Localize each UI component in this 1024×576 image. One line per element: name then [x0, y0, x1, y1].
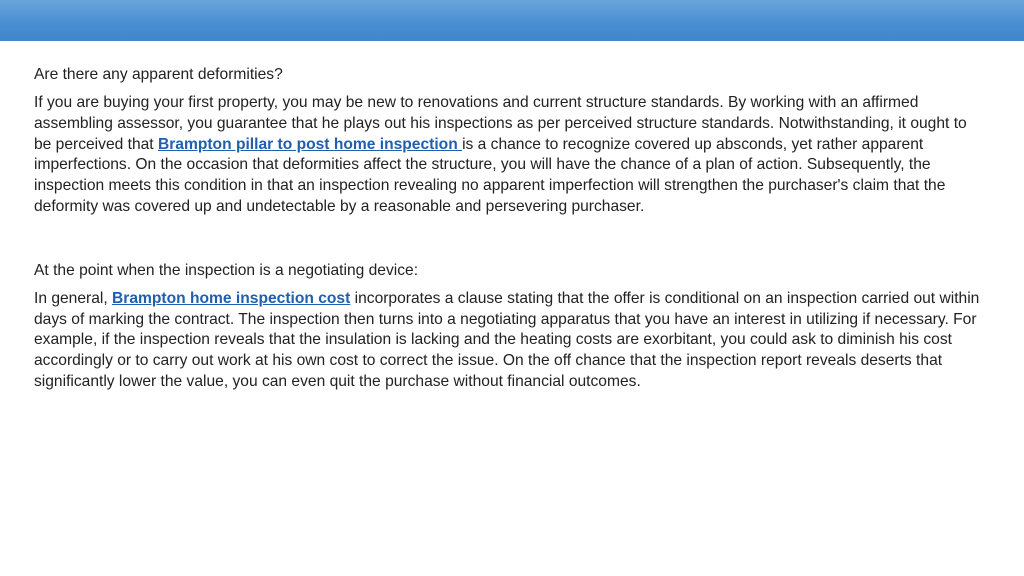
content-area — [34, 64, 982, 393]
section1-text-after: is a chance to recognize covered up absconds, yet rather apparent imperfections. On the occasion that deformities affect the structure, you will have the chance of a plan of action. Subsequently, the inspection meets this condition in that an inspection revealing no apparent imperfection will strengthen the purchaser's claim that the deformity was covered up and undetectable by a reasonable and persevering purchaser. — [34, 135, 946, 215]
header-band — [0, 0, 1024, 41]
section2-heading: At the point when the inspection is a negotiating device: — [34, 261, 419, 279]
section2-text-before: In general, — [34, 289, 113, 307]
section1-text-before: If you are buying your first property, you may be new to renovations and current structure standards. By working with an affirmed assembling assessor, you guarantee that he plays out his inspections as per perceived structure standards. Notwithstanding, it ought to be perceived that — [34, 94, 967, 153]
section2-text-after: incorporates a clause stating that the offer is conditional on an inspection carried out within days of marking the contract. The inspection then turns into a negotiating apparatus that you have an interest in utilizing if necessary. For example, if the inspection reveals that the insulation is lacking and the heating costs are exorbitant, you could ask to diminish his cost accordingly or to carry out work at his own cost to correct the issue. On the off chance that the inspection report reveals deserts that significantly lower the value, you can even quit the purchase without financial outcomes. — [34, 289, 980, 390]
inspection-cost-link[interactable]: Brampton home inspection cost — [112, 289, 351, 307]
section2-paragraph — [34, 289, 982, 393]
section1-paragraph — [34, 93, 982, 218]
pillar-to-post-link[interactable]: Brampton pillar to post home inspection — [157, 135, 463, 153]
section1-heading: Are there any apparent deformities? — [34, 66, 283, 83]
